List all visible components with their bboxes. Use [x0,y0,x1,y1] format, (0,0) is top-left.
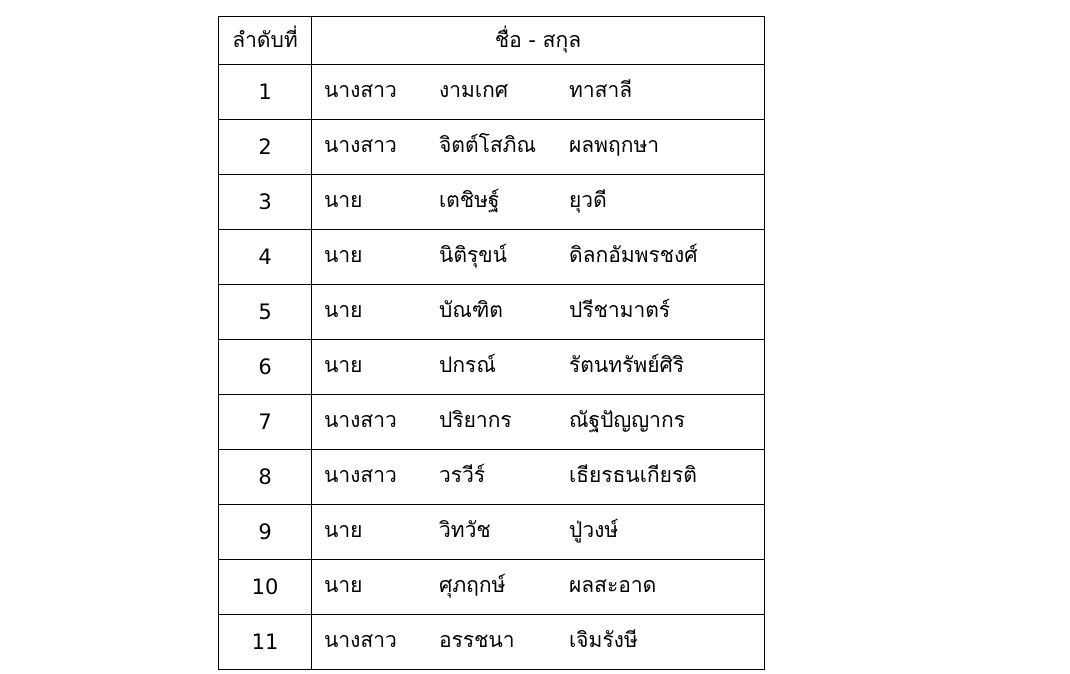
row-number: 9 [219,505,312,560]
last-name: ปรีชามาตร์ [569,298,671,322]
full-name-cell [312,615,765,670]
table-row [219,340,765,395]
row-number: 10 [219,560,312,615]
last-name: ผลพฤกษา [569,133,660,157]
table-row [219,505,765,560]
table-row [219,615,765,670]
table-row [219,230,765,285]
full-name-cell [312,120,765,175]
table-body [219,65,765,670]
last-name: ปู่วงษ์ [569,518,619,542]
first-name: งามเกศ [439,78,509,102]
name-title: นางสาว [324,463,397,487]
first-name: จิตต์โสภิณ [439,133,537,157]
first-name: ปริยากร [439,408,512,432]
name-list-table [218,16,765,670]
name-title: นาย [324,573,363,597]
last-name: ผลสะอาด [569,573,657,597]
first-name: เตชิษฐ์ [439,188,500,212]
name-title: นาย [324,518,363,542]
row-number: 6 [219,340,312,395]
table-row [219,175,765,230]
full-name-cell [312,175,765,230]
row-number: 2 [219,120,312,175]
first-name: นิติรุขน์ [439,243,507,267]
first-name: ปกรณ์ [439,353,496,377]
full-name-cell [312,230,765,285]
table-header-row [219,17,765,65]
last-name: ทาสาลี [569,78,633,102]
name-title: นาย [324,298,363,322]
last-name: ยุวดี [569,188,607,212]
last-name: รัตนทรัพย์ศิริ [569,353,685,377]
row-number: 3 [219,175,312,230]
name-title: นางสาว [324,133,397,157]
first-name: บัณฑิต [439,298,503,322]
first-name: อรรชนา [439,628,515,652]
table-row [219,395,765,450]
table-row [219,120,765,175]
full-name-cell [312,65,765,120]
full-name-cell [312,505,765,560]
name-title: นาย [324,188,363,212]
full-name-cell [312,560,765,615]
full-name-cell [312,450,765,505]
last-name: เจิมรังษี [569,628,638,652]
table-row [219,65,765,120]
table-row [219,285,765,340]
row-number: 5 [219,285,312,340]
first-name: วิทวัช [439,518,491,542]
first-name: วรวีร์ [439,463,486,487]
last-name: เธียรธนเกียรติ [569,463,697,487]
row-number: 1 [219,65,312,120]
table-row [219,560,765,615]
name-title: นางสาว [324,78,397,102]
full-name-cell [312,340,765,395]
name-title: นางสาว [324,628,397,652]
last-name: ณัฐปัญญากร [569,408,685,432]
full-name-cell [312,395,765,450]
name-title: นาย [324,243,363,267]
name-title: นาย [324,353,363,377]
header-number: ลำดับที่ [219,17,312,65]
row-number: 11 [219,615,312,670]
row-number: 7 [219,395,312,450]
name-title: นางสาว [324,408,397,432]
header-name: ชื่อ - สกุล [312,17,765,65]
row-number: 8 [219,450,312,505]
last-name: ดิลกอัมพรชงศ์ [569,243,698,267]
table-row [219,450,765,505]
full-name-cell [312,285,765,340]
first-name: ศุภฤกษ์ [439,573,506,597]
row-number: 4 [219,230,312,285]
